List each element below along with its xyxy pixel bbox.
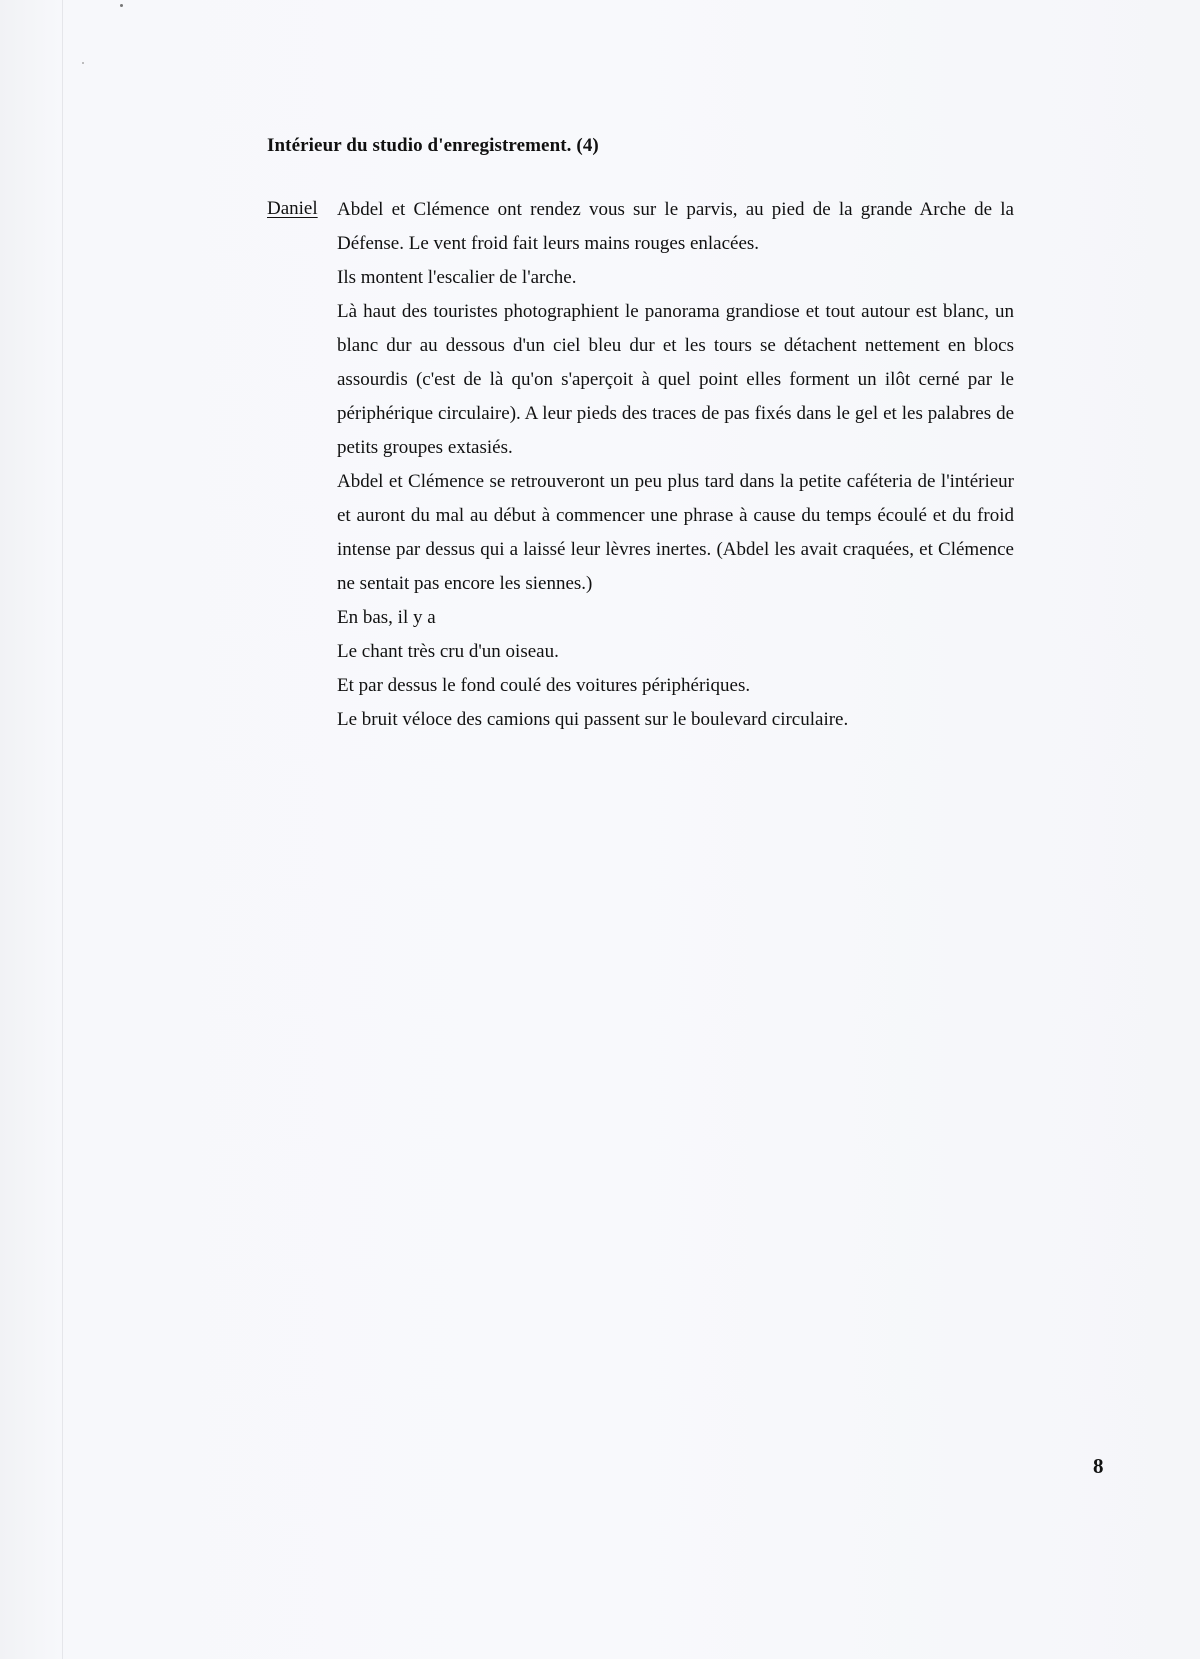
paragraph: Ils montent l'escalier de l'arche.	[337, 267, 577, 288]
paragraph: Abdel et Clémence ont rendez vous sur le parvis, au pied de la grande Arche de la Défense. Le vent froid fait leurs mains rouges enlacées.	[337, 199, 1014, 254]
paragraph: Là haut des touristes photographient le panorama grandiose et tout autour est blanc, un blanc dur au dessous d'un ciel bleu dur et les tours se détachent nettement en blocs assourdis (c'est de là qu'on s'aperçoit à quel point elles forment un ilôt cerné par le périphérique circulaire). A leur pieds des traces de pas fixés dans le gel et les palabres de petits groupes extasiés.	[337, 301, 1014, 458]
scene-heading: Intérieur du studio d'enregistrement. (4)	[267, 135, 599, 156]
speaker-name: Daniel	[267, 198, 318, 219]
scan-speck	[120, 4, 123, 7]
dialogue-text	[337, 193, 1014, 737]
paragraph: En bas, il y a	[337, 607, 436, 628]
paragraph: Abdel et Clémence se retrouveront un peu plus tard dans la petite caféteria de l'intérieur et auront du mal au début à commencer une phrase à cause du temps écoulé et du froid intense par dessus qui a laissé leur lèvres inertes. (Abdel les avait craquées, et Clémence ne sentait pas encore les siennes.)	[337, 471, 1014, 594]
paragraph: Le bruit véloce des camions qui passent sur le boulevard circulaire.	[337, 709, 849, 730]
page-number: 8	[1093, 1454, 1104, 1478]
scan-speck	[82, 62, 84, 64]
paragraph: Et par dessus le fond coulé des voitures périphériques.	[337, 675, 751, 696]
paragraph: Le chant très cru d'un oiseau.	[337, 641, 559, 662]
page-edge-shadow	[62, 0, 63, 1659]
